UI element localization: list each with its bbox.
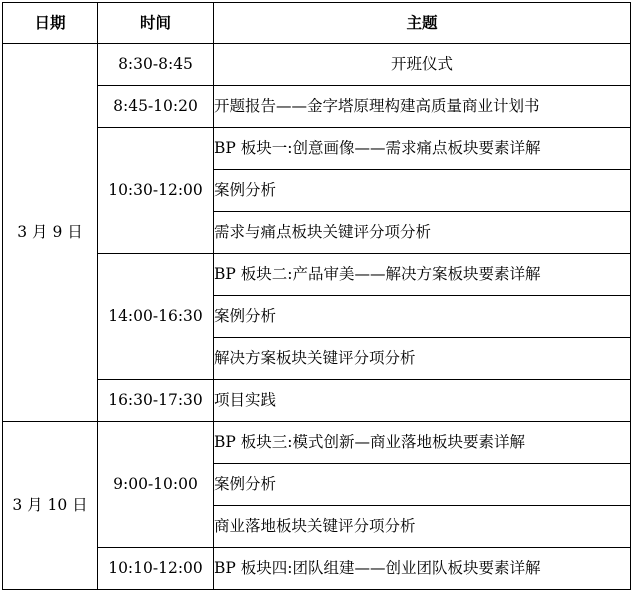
time-cell: 14:00-16:30 — [98, 254, 214, 380]
topic-cell: BP 板块四:团队组建——创业团队板块要素详解 — [214, 548, 631, 590]
time-cell: 9:00-10:00 — [98, 422, 214, 548]
topic-cell: 商业落地板块关键评分项分析 — [214, 506, 631, 548]
topic-cell: 解决方案板块关键评分项分析 — [214, 338, 631, 380]
topic-cell: 案例分析 — [214, 296, 631, 338]
header-topic: 主题 — [214, 3, 631, 44]
table-row — [3, 548, 631, 590]
time-cell: 10:10-12:00 — [98, 548, 214, 590]
topic-cell: 项目实践 — [214, 380, 631, 422]
header-time: 时间 — [98, 3, 214, 44]
time-cell: 10:30-12:00 — [98, 128, 214, 254]
table-row — [3, 422, 631, 464]
table-row — [3, 380, 631, 422]
table-row — [3, 86, 631, 128]
topic-cell: 案例分析 — [214, 170, 631, 212]
topic-cell: BP 板块二:产品审美——解决方案板块要素详解 — [214, 254, 631, 296]
table-row — [3, 128, 631, 170]
time-cell: 16:30-17:30 — [98, 380, 214, 422]
topic-cell: 需求与痛点板块关键评分项分析 — [214, 212, 631, 254]
topic-cell: BP 板块三:模式创新—商业落地板块要素详解 — [214, 422, 631, 464]
time-cell: 8:45-10:20 — [98, 86, 214, 128]
topic-cell: 案例分析 — [214, 464, 631, 506]
topic-cell: 开题报告——金字塔原理构建高质量商业计划书 — [214, 86, 631, 128]
table-row — [3, 44, 631, 86]
topic-cell: BP 板块一:创意画像——需求痛点板块要素详解 — [214, 128, 631, 170]
time-cell: 8:30-8:45 — [98, 44, 214, 86]
table-row — [3, 254, 631, 296]
date-cell: 3 月 9 日 — [3, 44, 98, 422]
header-row — [3, 3, 631, 44]
schedule-table — [2, 2, 631, 590]
header-date: 日期 — [3, 3, 98, 44]
date-cell: 3 月 10 日 — [3, 422, 98, 590]
topic-cell: 开班仪式 — [214, 44, 631, 86]
